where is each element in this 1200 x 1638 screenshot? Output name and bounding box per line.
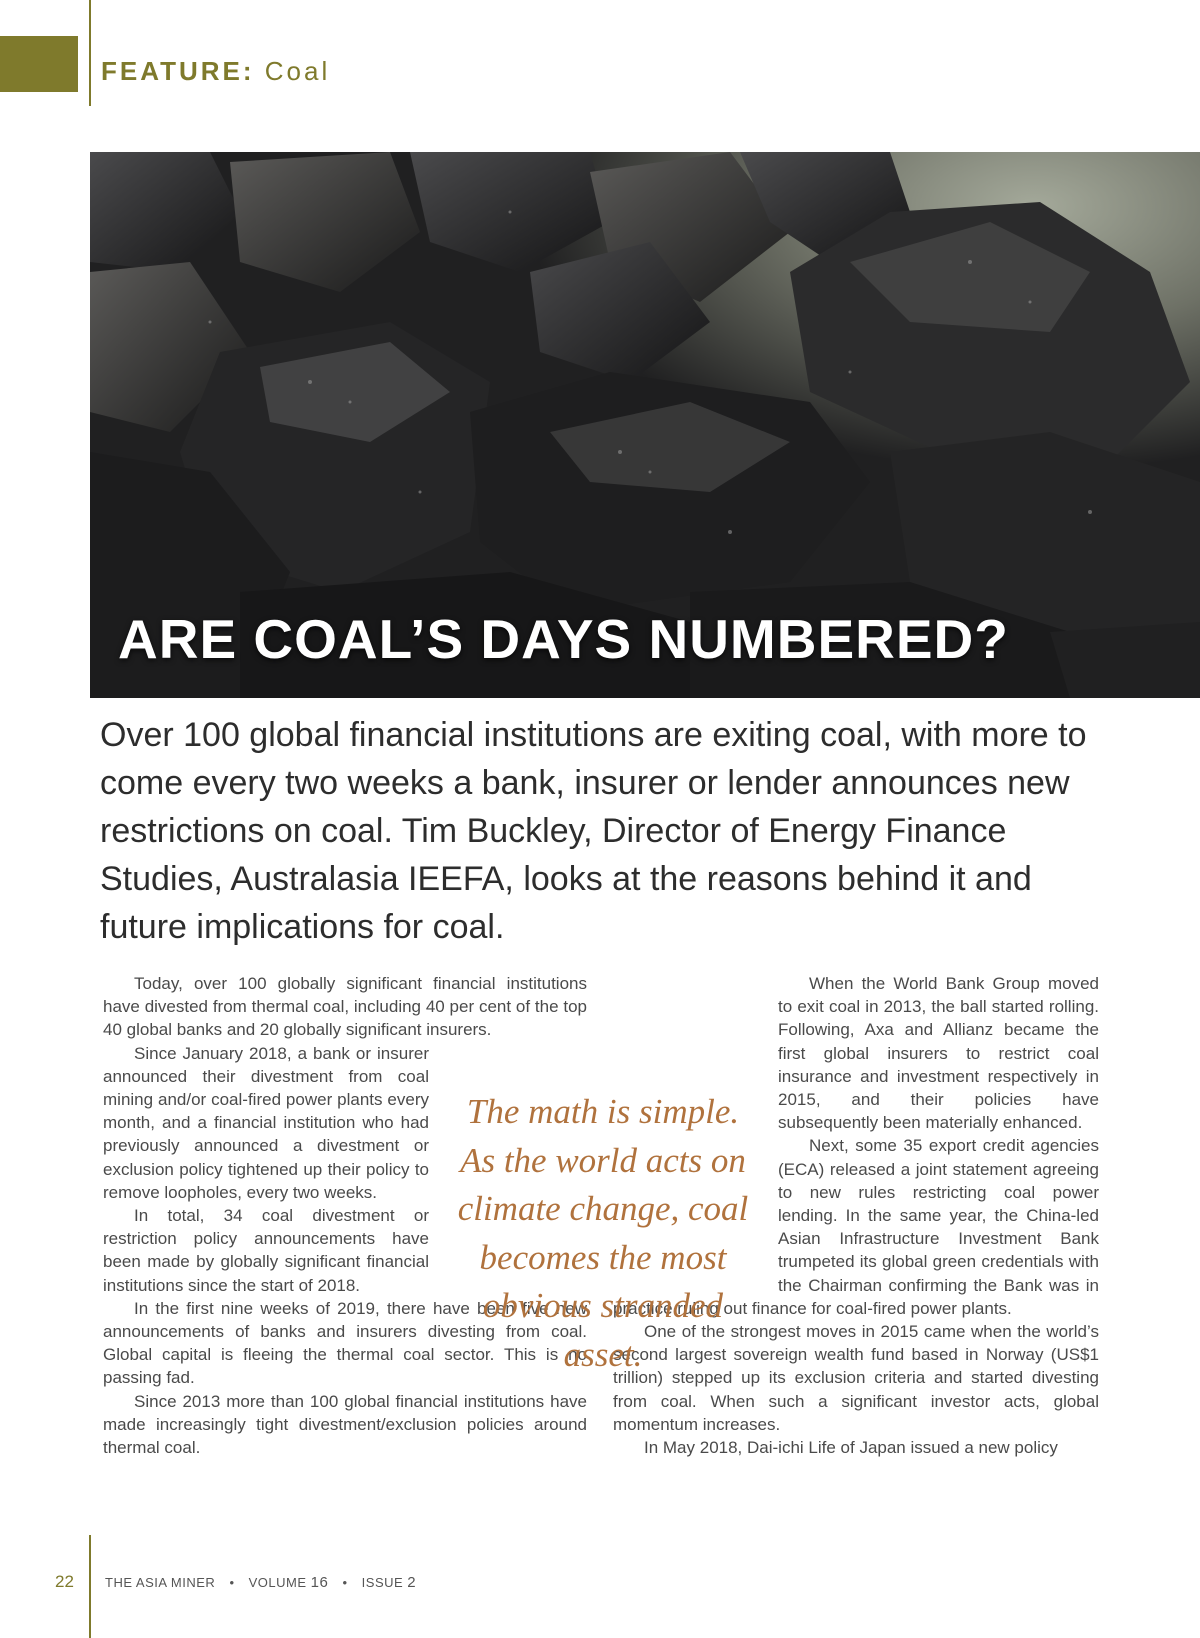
page-number: 22	[55, 1572, 74, 1591]
section-tab-block	[0, 36, 78, 92]
volume-number: 16	[310, 1574, 329, 1591]
paragraph: In May 2018, Dai-ichi Life of Japan issued a new policy	[644, 1438, 1058, 1458]
section-header	[101, 56, 330, 87]
volume-label: VOLUME	[248, 1575, 307, 1590]
paragraph-text: When the World Bank Group moved to exit coal in 2013, the ball started rolling. Following, Axa and Allianz became the first global insurers to restrict coal insurance and investment respectively in 2015, and their policies have subsequently been materially enhanced.	[778, 974, 1099, 1133]
standfirst: Over 100 global financial institutions are exiting coal, with more to come every two weeks a bank, insurer or lender announces new restrictions on coal. Tim Buckley, Director of Energy Finance Studies, Australasia IEEFA, looks at the reasons behind it and future implications for coal.	[100, 716, 1087, 946]
separator-dot: •	[342, 1575, 348, 1590]
paragraph-text: Since January 2018, a bank or insurer announced their divestment from coal mining and/or coal-fired power plants every month, and a financial institution who had previously announced a divestment or exclusion policy tightened up their policy to remove loopholes, every two weeks.	[103, 1043, 429, 1202]
section-topic: Coal	[264, 56, 331, 86]
separator-dot: •	[229, 1575, 235, 1590]
paragraph: Since 2013 more than 100 global financial institutions have made increasingly tight divestment/exclusion policies around thermal coal.	[103, 1391, 587, 1458]
paragraph: Next, some 35 export credit agencies (ECA) released a joint statement agreeing to new rules restricting coal power lending. In the same year, the China-led Asian Infrastructure Investment Bank trumpeted its global green credentials with the Chairman confirming the Bank was in practice ruling out finance for coal-fired power plants.	[613, 1136, 1099, 1318]
paragraph: One of the strongest moves in 2015 came when the world’s second largest sovereign wealth fund based in Norway (US$1 trillion) stepped up its exclusion criteria and started divesting from coal. When such a significant investor acts, global momentum increases.	[613, 1322, 1099, 1434]
issue-number: 2	[407, 1574, 417, 1591]
header-rule	[89, 0, 91, 106]
publication-name: THE ASIA MINER	[105, 1575, 216, 1590]
paragraph: In total, 34 coal divestment or restriction policy announcements have been made by globally significant financial institutions since the start of 2018.	[103, 1206, 429, 1295]
footer-rule	[89, 1535, 91, 1638]
hero-image	[90, 152, 1200, 698]
article-title: ARE COAL’S DAYS NUMBERED?	[118, 608, 1009, 670]
paragraph: Today, over 100 globally significant financial institutions have divested from thermal coal, including 40 per cent of the top 40 global banks and 20 globally significant insurers.	[103, 974, 587, 1040]
pull-quote: The math is simple. As the world acts on climate change, coal becomes the most obvious stranded asset.	[457, 1092, 749, 1374]
section-keyword: FEATURE:	[101, 56, 255, 86]
footer-publication-info	[105, 1574, 416, 1591]
issue-label: ISSUE	[361, 1575, 404, 1590]
paragraph: In the first nine weeks of 2019, there have been five new announcements of banks and insurers divesting from coal. Global capital is fleeing the thermal coal sector. This is no passing fad.	[103, 1298, 587, 1388]
